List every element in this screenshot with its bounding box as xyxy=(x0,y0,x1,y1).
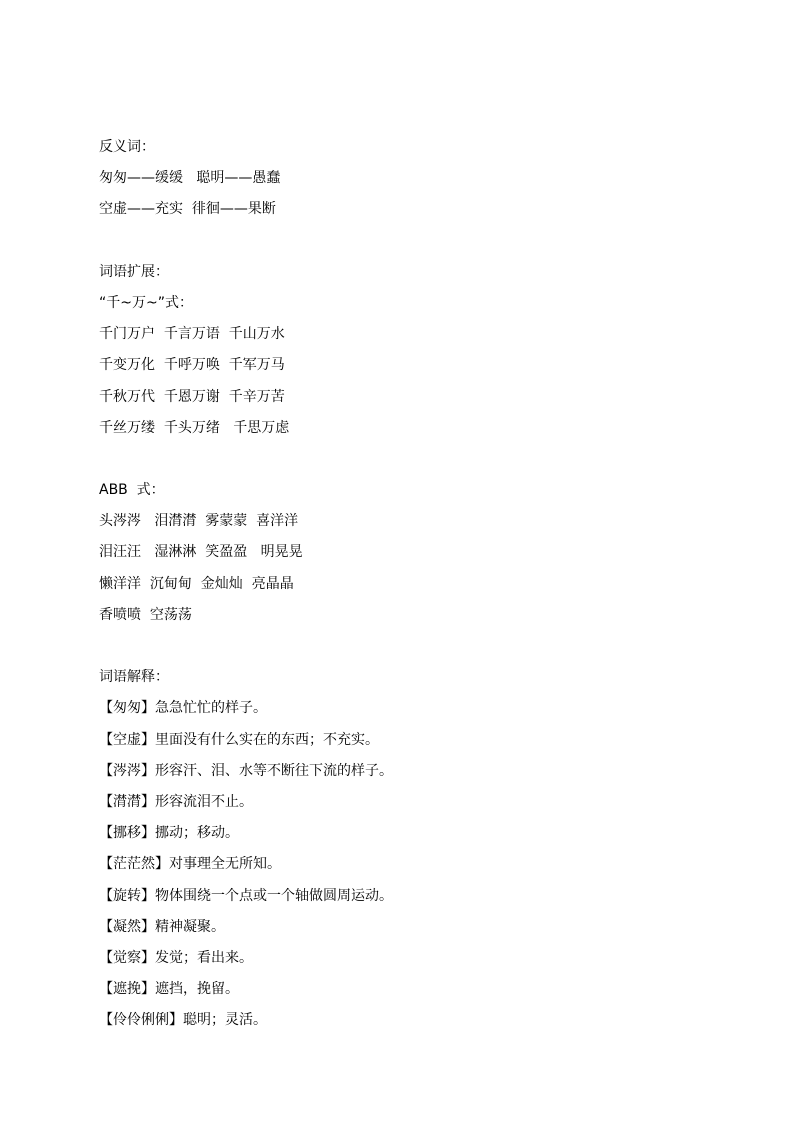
explanation-def: 发觉；看出来。 xyxy=(155,949,253,966)
expansion-heading: 词语扩展： xyxy=(99,263,169,280)
explanations-heading: 词语解释： xyxy=(99,669,169,686)
explanation-def: 精神凝聚。 xyxy=(155,918,225,935)
explanation-term: 【挪移】 xyxy=(99,825,155,842)
explanation-term: 【匆匆】 xyxy=(99,700,155,717)
explanation-term: 【旋转】 xyxy=(99,887,155,904)
explanation-def: 遮挡，挽留。 xyxy=(155,981,239,998)
qian-wan-label: “千~万~”式： xyxy=(99,294,193,311)
qian-wan-line: 千变万化 千呼万唤 千军万马 xyxy=(99,357,285,374)
explanation-term: 【涔涔】 xyxy=(99,762,155,779)
explanation-item xyxy=(99,818,719,849)
explanation-term: 【觉察】 xyxy=(99,949,155,966)
explanation-term: 【伶伶俐俐】 xyxy=(99,1012,183,1029)
antonyms-line: 空虚——充实 徘徊——果断 xyxy=(99,201,276,218)
antonyms-line: 匆匆——缓缓 聪明——愚蠢 xyxy=(99,170,281,187)
explanation-item xyxy=(99,1005,719,1036)
explanation-item xyxy=(99,881,719,912)
explanation-term: 【凝然】 xyxy=(99,918,155,935)
explanation-def: 形容流泪不止。 xyxy=(155,793,253,810)
abb-label: ABB 式： xyxy=(99,482,165,499)
qian-wan-line: 千秋万代 千恩万谢 千辛万苦 xyxy=(99,388,285,405)
explanation-item xyxy=(99,725,719,756)
qian-wan-line: 千丝万缕 千头万绪 千思万虑 xyxy=(99,419,290,436)
document-page xyxy=(99,132,719,1036)
qian-wan-line: 千门万户 千言万语 千山万水 xyxy=(99,326,285,343)
explanation-item xyxy=(99,787,719,818)
explanation-def: 物体围绕一个点或一个轴做圆周运动。 xyxy=(155,887,393,904)
explanation-term: 【茫茫然】 xyxy=(99,856,169,873)
abb-line: 香喷喷 空荡荡 xyxy=(99,606,192,623)
abb-line: 泪汪汪 湿淋淋 笑盈盈 明晃晃 xyxy=(99,544,303,561)
explanation-term: 【空虚】 xyxy=(99,731,155,748)
explanation-def: 挪动；移动。 xyxy=(155,825,239,842)
explanation-item xyxy=(99,693,719,724)
abb-line: 懒洋洋 沉甸甸 金灿灿 亮晶晶 xyxy=(99,575,294,592)
explanation-def: 急急忙忙的样子。 xyxy=(155,700,267,717)
explanation-def: 里面没有什么实在的东西；不充实。 xyxy=(155,731,379,748)
explanation-term: 【潸潸】 xyxy=(99,793,155,810)
explanation-item xyxy=(99,849,719,880)
explanation-def: 形容汗、泪、水等不断往下流的样子。 xyxy=(155,762,393,779)
abb-line: 头涔涔 泪潸潸 雾蒙蒙 喜洋洋 xyxy=(99,513,299,530)
explanation-item xyxy=(99,912,719,943)
explanation-def: 聪明；灵活。 xyxy=(183,1012,267,1029)
explanation-def: 对事理全无所知。 xyxy=(169,856,281,873)
explanation-item xyxy=(99,974,719,1005)
explanation-item xyxy=(99,756,719,787)
explanation-term: 【遮挽】 xyxy=(99,981,155,998)
explanation-item xyxy=(99,943,719,974)
antonyms-heading: 反义词： xyxy=(99,139,155,155)
